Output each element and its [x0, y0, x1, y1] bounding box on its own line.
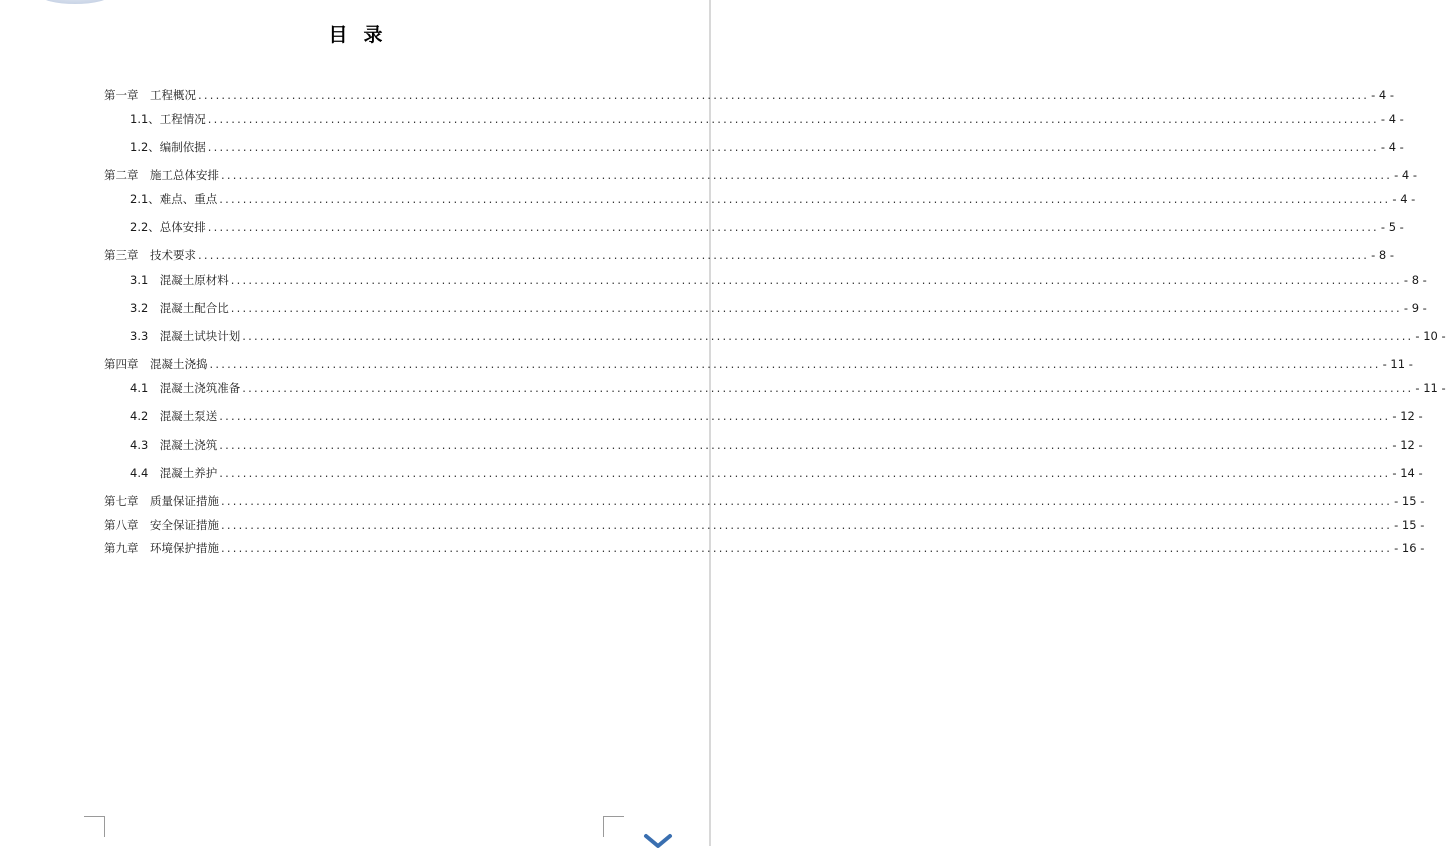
toc-dot-leader: ........................................................................................................................................................................................................: [221, 168, 1393, 182]
toc-entry-title: 2.2、总体安排: [130, 220, 206, 234]
toc-entry-page-number: - 15 -: [1394, 518, 1425, 532]
toc-entry-page-number: - 9 -: [1403, 301, 1427, 315]
toc-dot-leader: ........................................................................................................................................................................................................: [230, 273, 1402, 287]
toc-entry-page-number: - 4 -: [1394, 168, 1418, 182]
toc-entry-title: 4.3 混凝土浇筑: [130, 438, 218, 452]
toc-entry-title: 1.2、编制依据: [130, 140, 206, 154]
toc-dot-leader: ........................................................................................................................................................................................................: [219, 409, 1391, 423]
toc-entry-page-number: - 8 -: [1403, 273, 1427, 287]
toc-entry[interactable]: [104, 356, 1413, 372]
toc-entry[interactable]: [130, 437, 1423, 453]
toc-entry-title: 第二章 施工总体安排: [104, 168, 219, 182]
chevron-down-icon[interactable]: [643, 834, 673, 848]
toc-entry-page-number: - 15 -: [1394, 494, 1425, 508]
toc-entry[interactable]: [104, 540, 1425, 556]
toc-entry[interactable]: [130, 139, 1404, 155]
toc-entry-title: 1.1、工程情况: [130, 112, 206, 126]
toc-entry-title: 2.1、难点、重点: [130, 192, 218, 206]
toc-entry[interactable]: [130, 219, 1404, 235]
toc-dot-leader: ........................................................................................................................................................................................................: [221, 494, 1393, 508]
toc-entry-page-number: - 4 -: [1371, 88, 1395, 102]
toc-dot-leader: ........................................................................................................................................................................................................: [207, 220, 1379, 234]
toc-dot-leader: ........................................................................................................................................................................................................: [209, 357, 1381, 371]
toc-entry[interactable]: [130, 111, 1404, 127]
toc-entry-page-number: - 16 -: [1394, 541, 1425, 555]
toc-entry[interactable]: [130, 328, 1446, 344]
toc-entry[interactable]: [104, 493, 1425, 509]
toc-entry-page-number: - 11 -: [1415, 381, 1446, 395]
decorative-blob: [40, 0, 110, 4]
toc-entry[interactable]: [130, 191, 1416, 207]
toc-dot-leader: ........................................................................................................................................................................................................: [198, 88, 1370, 102]
toc-entry[interactable]: [130, 408, 1423, 424]
toc-dot-leader: ........................................................................................................................................................................................................: [221, 541, 1393, 555]
toc-dot-leader: ........................................................................................................................................................................................................: [242, 381, 1414, 395]
toc-entry[interactable]: [104, 517, 1425, 533]
toc-dot-leader: ........................................................................................................................................................................................................: [219, 192, 1391, 206]
toc-dot-leader: ........................................................................................................................................................................................................: [207, 140, 1379, 154]
toc-entry-page-number: - 8 -: [1371, 248, 1395, 262]
toc-entry-title: 3.3 混凝土试块计划: [130, 329, 241, 343]
toc-entry-page-number: - 4 -: [1380, 140, 1404, 154]
toc-entry[interactable]: [104, 87, 1395, 103]
toc-entry-title: 3.2 混凝土配合比: [130, 301, 229, 315]
toc-entry-title: 第八章 安全保证措施: [104, 518, 219, 532]
toc-entry-title: 3.1 混凝土原材料: [130, 273, 229, 287]
toc-entry-page-number: - 12 -: [1392, 438, 1423, 452]
toc-entry-page-number: - 14 -: [1392, 466, 1423, 480]
toc-entry[interactable]: [130, 272, 1427, 288]
toc-dot-leader: ........................................................................................................................................................................................................: [221, 518, 1393, 532]
toc-dot-leader: ........................................................................................................................................................................................................: [198, 248, 1370, 262]
toc-entry-title: 4.2 混凝土泵送: [130, 409, 218, 423]
toc-entry[interactable]: [104, 167, 1418, 183]
toc-entry-page-number: - 11 -: [1382, 357, 1413, 371]
toc-entry-page-number: - 4 -: [1380, 112, 1404, 126]
toc-entry-title: 4.4 混凝土养护: [130, 466, 218, 480]
toc-dot-leader: ........................................................................................................................................................................................................: [207, 112, 1379, 126]
toc-entry-title: 4.1 混凝土浇筑准备: [130, 381, 241, 395]
toc-dot-leader: ........................................................................................................................................................................................................: [230, 301, 1402, 315]
toc-dot-leader: ........................................................................................................................................................................................................: [219, 466, 1391, 480]
toc-entry-title: 第九章 环境保护措施: [104, 541, 219, 555]
crop-mark-right: [603, 816, 624, 837]
toc-dot-leader: ........................................................................................................................................................................................................: [219, 438, 1391, 452]
toc-entry-title: 第四章 混凝土浇捣: [104, 357, 208, 371]
toc-entry[interactable]: [130, 300, 1427, 316]
toc-entry-title: 第一章 工程概况: [104, 88, 196, 102]
toc-entry-page-number: - 10 -: [1415, 329, 1446, 343]
toc-title: 目录: [328, 24, 399, 46]
toc-entry-page-number: - 5 -: [1380, 220, 1404, 234]
toc-entry-title: 第七章 质量保证措施: [104, 494, 219, 508]
toc-dot-leader: ........................................................................................................................................................................................................: [242, 329, 1414, 343]
toc-entry-page-number: - 12 -: [1392, 409, 1423, 423]
toc-entry[interactable]: [104, 247, 1395, 263]
toc-entry[interactable]: [130, 380, 1446, 396]
toc-entry-title: 第三章 技术要求: [104, 248, 196, 262]
toc-entry-page-number: - 4 -: [1392, 192, 1416, 206]
crop-mark-left: [84, 816, 105, 837]
toc-entry[interactable]: [130, 465, 1423, 481]
